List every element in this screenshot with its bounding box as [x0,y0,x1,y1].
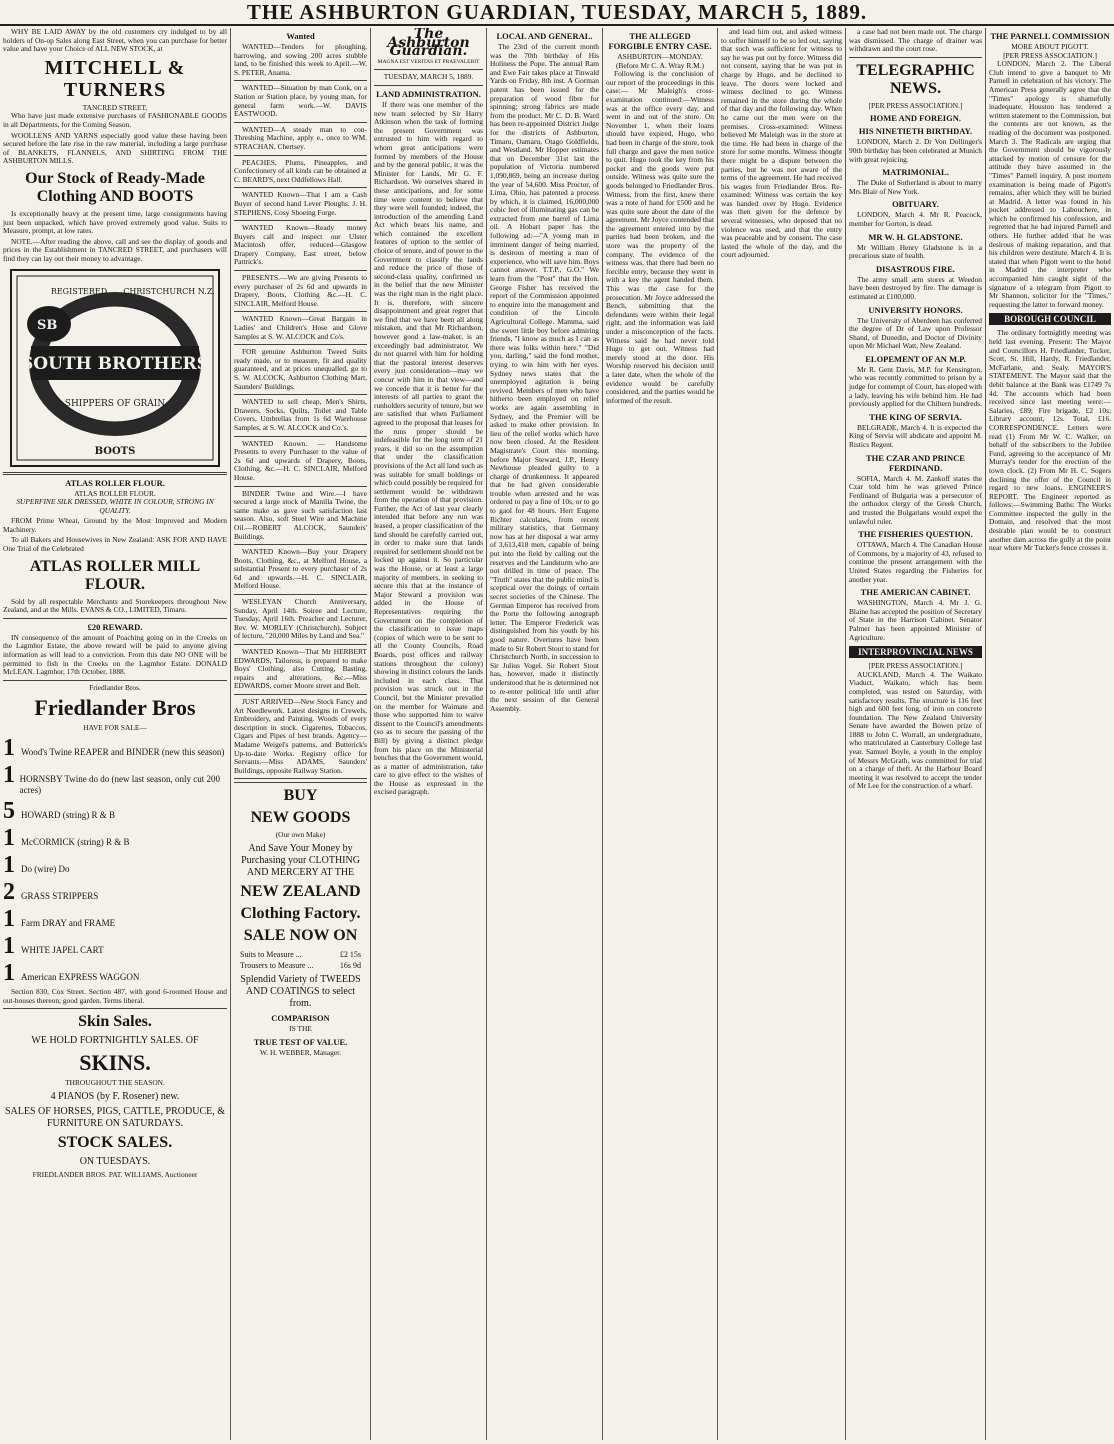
forcible-entry-sub: ASHBURTON—MONDAY. [617,52,703,61]
item-description: Do (wire) Do [21,864,70,874]
column-parnell-borough [986,28,1114,1440]
logo-lower-text: SHIPPERS OF GRAIN [64,398,166,409]
nz-subtitle: Clothing Factory. [240,904,361,922]
list-item [3,799,227,823]
obituary-text: LONDON, March 4. Mr R. Peacock, member for Gorton, is dead. [849,210,982,228]
divider [3,680,227,681]
atlas-subheading: ATLAS ROLLER FLOUR. [74,488,156,498]
wanted-ad: WANTED Known—Ready money Buyers call and inspect our Ulster Macintosh offer, reduced—Glasgow Drapery Company, East street, below Pattrick's. [234,223,367,267]
mitchell-subtitle: TANCRED STREET, [82,102,148,112]
divider [234,220,367,221]
atlas-paragraph: FROM Prime Wheat, Ground by the Most Improved and Modern Machinery. [3,516,227,534]
item-description: Farm DRAY and FRAME [21,918,116,928]
comparison-title: COMPARISON [271,1012,330,1023]
divider [234,270,367,271]
wanted-ad: WANTED—A steady man to con- Threshing Machine, apply e., once to WM. STRACHAN, Chertsey. [234,124,367,151]
item-description: GRASS STRIPPERS [21,891,99,901]
wanted-heading: Wanted [286,31,315,41]
atlas-big-title: ATLAS ROLLER MILL FLOUR. [29,557,201,593]
splendid-paragraph: Splendid Variety of TWEEDS AND COATINGS to select from. [240,973,361,1009]
divider [3,618,227,619]
item-description: American EXPRESS WAGGON [21,972,140,982]
item-count: 1 [3,825,15,851]
land-article-text: If there was one member of the new team selected by Sir Harry Atkinson when the task of forming the present Government was entrusted to him with regard to whom great anticipations were formed by members of the House and by the general public, it was the Minister for Lands, Mr G. F. Richardson. We ourselves shared in these anticipations, and for some time were content to believe that they were well founded; indeed, the introduction of the amending Land Act which bears his name, and which contained the excellent features of option to the settler of choice of tenure, and of power to the Government to classify the lands and reduce the price of those of second-class quality, confirmed us in the belief that the new Minister was the right man in the right place. It is, therefore, with sincere disappointment and great regret that we find that we have been all along mistaken, and that Mr Richardson, however good a law-maker, is an exceedingly bad administrator. We do not quarrel with him for holding that the pastoral interest deserves every just consideration—may we concur with him in that view—and we concede that it is better for the interests of all parties to grant the runholders security of tenure, but we are satisfied that when Parliament agreed to the proposal that leases for the runs proper should be indefeasible for the long term of 21 years, it did so on the assumption that under the classification provisions of the Act all land such as was suitable for small holdings or which could possibly be required for settlement would be withdrawn from the operation of that provision. Further, the Act of last year clearly intended that before any run was leased, a proper classification of the land should be carefully carried out, in order to make sure that lands required for settlement should not be locked up against it. So particular was the House, or at least a large majority of members, in seeking to secure this that at the instance of Major Steward a provision was added in the House of Representatives requiring the Government on the completion of the classification to issue maps (copies of which were to be sent to all the County Councils, Road Boards, post offices and railway stations throughout the colony) showing in distinct colours the lands included in each class. That provision was struck out in the Council, but the Minister prevailed on the member for Waimate and those who supported him to waive dissent to the Council's amendments (so as to secure the passing of the Bill) by giving a distinct pledge from his place on the Ministerial benches that the Government would, as a matter of administration, take care to give effect to the wishes of the House as expressed in the excised paragraph. [374,99,483,797]
stock-title: Our Stock of Ready-Made Clothing AND BOOTS [25,169,205,205]
wanted-ad: WANTED Known—That Mr HERBERT EDWARDS, Tailoress, is prepared to make Boys' Clothing, also Cutting, Basting, repairs and alterations, &c.—Miss EDWARDS, corner Moore street and Belt. [234,647,367,691]
item-count: 1 [3,762,15,788]
atlas-paragraph: Sold by all respectable Merchants and Storekeepers throughout New Zealand, and at the Mills. EVANS & CO., LIMITED, Timaru. [3,596,227,615]
list-item [3,961,227,985]
reward-heading: £20 REWARD. [87,621,143,632]
ninetieth-heading: HIS NINETIETH BIRTHDAY. [858,126,973,137]
guardian-motto: MAGNA EST VERITAS ET PRAEVALEBIT [377,58,480,65]
wanted-ad: WANTED Known—Buy your Drapery Boots, Clothing, &c., at Melford House, a substantial Present to every purchaser of 2s 6d and upwards.—H. C. SINCLAIR, Melford House. [234,547,367,591]
forcible-entry-text: Following is the conclusion of our report of the proceedings in this case:— Mr Maleigh's cross-examination continued:—Witness was at the office every day, and went in and out of the store. On November 1, when their loans should have expired, Hugo, who had been in charge of the store, took full charge and gave the men notice to quit. Hugo took the key from his pocket and the goods were put outside. Witness was quite sure the goods belonged to Friedlander Bros. Witness, from the first, knew there was a note of hand for £500 and he was quite sure about the date of the agreement. Mr Joyce contended that the agreement entered into by the parties had been broken, and the store was the property of the company. The evidence of the witness was, that there had been no forcible entry, because they went in with a key the agent handed them. This was the case for the prosecution. Mr Joyce addressed the Bench, submitting that the defendants were within their legal right, and the information was laid under a misconception of the facts. Witness said he had never told Hugo to get out. Witness had merely stood at the door. His Worship reserved his decision until a later date, when the whole of the evidence would be carefully considered, and the parties would be informed of the result. [606,69,714,405]
list-item [3,880,227,904]
matrimonial-heading: MATRIMONIAL. [882,167,949,178]
divider [234,778,367,779]
wanted-ad: WANTED Known—Great Bargain in Ladies' and Children's Hose and Glove Samples at S. W. ALCOCK and Co's. [234,314,367,341]
press-association: [PER PRESS ASSOCIATION.] [868,100,963,110]
item-count: 2 [3,879,15,905]
servia-text: BELGRADE, March 4. It is expected the King of Servia will abdicate and appoint M. Ristics Regent. [849,422,982,450]
interprovincial-press: [PER PRESS ASSOCIATION.] [868,661,963,671]
friedlander-subtitle: HAVE FOR SALE— [83,723,147,733]
divider [234,155,367,156]
sales-paragraph: SALES OF HORSES, PIGS, CATTLE, PRODUCE, & FURNITURE ON SATURDAYS. [4,1105,226,1129]
logo-registered: REGISTERED [50,286,108,296]
parnell-text: LONDON, March 2. The Liberal Club intend to give a banquet to Mr Parnell in celebration of his victory. The American Press generally agree that the "Times" apology is shamefully inadequate. Houston has tendered a written statement to the Commission, but the contents are not known, as the reading of the document was postponed. March 3. The Radicals are urging that the Government should be vigorously attacked by motion of censure for the attitude they have assumed in the "Times" Parnell inquiry. A post mortem examination is being made of Pigott's remains, after which they will be buried at Madrid. A letter was found in his pocket addressed to Labouchere, in which he confirmed his confession, and regretted that he had injured Parnell and others. He further added that he was desirous of making reparation, and that his children were destitute. March 4. It is stated that when Pigott went to the hotel in Madrid the interpreter who accompanied him caught sight of the signature of a telegram from Pigott to Mr Shannon, solicitor for the "Times," requesting the latter to forward money. [989,59,1111,309]
divider [234,187,367,188]
mitchell-title: MITCHELL & TURNERS [44,56,186,101]
divider [234,122,367,123]
wanted-ad: JUST ARRIVED—New Stock Fancy and Art Needlework. Latest designs in Crewels, Embroidery, and Painting. Woods of every description in stock. Cigarettes, Tobaccos, Cigars and Pipes of best brands. Agency—Madame Weigel's patterns, and Butterick's Up-to-date Works. Registry office for Servants.—Miss ADAMS, Saunders' Buildings, opposite Railway Station. [234,697,367,775]
list-item [3,826,227,850]
parnell-heading: THE PARNELL COMMISSION [990,31,1110,41]
university-text: The University of Aberdeen has conferred the degree of Dr of Law upon Professor Shand, of Dunedin, and Doctor of Divinity upon Mr Michael Watt, New Zealand. [849,315,982,351]
interprovincial-text: AUCKLAND, March 4. The Waikato Viaduct, Waikato, which has been completed, was tested on Saturday, with satisfactory results. The structure is 116 feet high and 600 feet long, of iron on concrete foundation. The New Zealand University Senate have awarded the Bowen prize of 1888 to John C. Worrall, an undergraduate, who matriculated at Canterbury College last year. Samuel Boyle, a youth in the employ of Messrs McGrath, was committed for trial on a charge of theft. At the Harbour Board meeting it was resolved to accept the tender of Mr Lee for the construction of a wharf. [849,669,982,791]
skins-paragraph: WE HOLD FORTNIGHTLY SALES. OF [31,1035,199,1047]
forcible-entry-sub2: (Before Mr C. A. Wray R.M.) [615,60,705,70]
price-value: 16s 9d [339,960,361,970]
logo-bottom-text: BOOTS [94,445,136,457]
telegraphic-title: TELEGRAPHIC NEWS. [856,61,975,97]
parnell-press: [PER PRESS ASSOCIATION.] [1003,50,1097,60]
masthead: THE ASHBURTON GUARDIAN, TUESDAY, MARCH 5, 1889. [0,0,1114,26]
divider [234,544,367,545]
divider [234,486,367,487]
divider [234,436,367,437]
divider [374,85,483,86]
home-foreign: HOME AND FOREIGN. [870,113,961,124]
atlas-paragraph: SUPERFINE SILK DRESSED, WHITE IN COLOUR, STRONG IN QUALITY. [16,497,214,515]
webber-signature: W. H. WEBBER, Manager. [259,1047,342,1057]
czar-text: SOFIA, March 4. M. Zankoff states the Czar told him he was grieved Prince Ferdinand of Bulgaria was a persecutor of the orthodox clergy of the Greek Church, and trusted the Bulgarians would expel the unlawful ruler. [849,473,982,526]
skins-big: SKINS. [79,1050,151,1076]
elopement-heading: ELOPEMENT OF AN M.P. [865,353,966,364]
logo-monogram: SB [37,317,58,333]
nz-title: NEW ZEALAND [240,882,361,900]
list-item [3,934,227,958]
price-item: Trousers to Measure ... [240,960,314,970]
friedlander-title: Friedlander Bros [34,695,196,721]
cabinet-heading: THE AMERICAN CABINET. [860,587,971,598]
local-general-text: The 23rd of the current month was the 70th birthday of His Holiness the Pope. The annual Ram and Ewe Fair takes place at Tinwald Yards on Friday, 8th inst. A Gorman patent has been issued for the preparation of wood fibre for spinning; strong fabrics are made from the product. Mr C. D. B. Ward has been re-appointed District Judge for the districts of Ashburton, Timaru, Oamaru, Otago Goldfields, and Westland. Mr Hopper estimates that on December 31st last the population of Victoria numbered 1,090,869, being an increase during the year of 54,600. Miss Proctor, of Lima, Ohio, has patented a process by which, it is claimed, 16,000,000 cubic feet of illuminating gas can be extracted from one barrel of Lima oil. A Hobart paper has the following ad:—"A young man in imminent danger of being married, is desirous of meeting a man of experience, who will save him. Boys cannot answer. T.T.P., G.O." We learn from the "Post" that the Hon. George Fisher has received the report of the Commission appointed to enquire into the management and condition of the Lincoln Agricultural College. Mamma, said the sweet little boy before admiring friends, "I know as much as I can as there was folks within here." "Did you, darling," said the fond mother, trying to win him with her eyes. Sydney news states that the unemployed agitation is being revived. Members of men who have hitherto been employed on relief works are again assembling in Sydney, and the Premier will be asked to make other provision. In lieu of the relief works which have now been closed. At the Resident Magistrate's Court this morning, before Major Steward, J.P., Henry Newhouse pleaded guilty to a charge of drunkenness. It appeared that he had given considerable trouble when arrested and he was ordered to pay a fine of 10s, or to go to gaol for 48 hours. Herr Eugene Richter calculates, from recent military statistics, that Germany now has at her disposal a war army of 3,613,418 men, capable of being put into the field by calling out the reserves and the Landsturm who are not drilled in time of peace. The "Truth" states that the public mind is sceptical over the doings of certain secret societies of the Chinese. The German Emperor has received from the Porte the following autograph letter. The Emperor Frederick was distinguished from his youth by his good nature. Overtures have been made to Sir Robert Stout to stand for Christchurch North, in succession to Sir Julius Vogel. Sir Robert Stout has, however, made it distinctly understood that he is determined not to re-enter political life until after the next session of the General Assembly. [490,42,600,713]
fisheries-heading: THE FISHERIES QUESTION. [858,529,973,540]
divider [234,394,367,395]
is-the-line: IS THE [289,1023,312,1033]
logo-band-text: SOUTH BROTHERS [21,353,209,374]
list-item [3,907,227,931]
column-editorial [371,28,486,1440]
wanted-ad: FOR genuine Ashburton Tweed Suits ready made, or to measure, fit and quality guaranteed, and at prices unequalled, go to S. W. ALCOCK, Ashburton Clothing Mart, Saunders' Buildings. [234,347,367,391]
divider [234,594,367,595]
item-description: HOWARD (string) R & B [21,810,115,820]
fire-text: The army small arm stores at Weedon have been destroyed by fire. The damage is estimated at £100,000. [849,274,982,301]
column-telegraphic [846,28,985,1440]
column-forcible-entry [603,28,717,1440]
item-count: 1 [3,960,15,986]
item-count: 1 [3,852,15,878]
buy-title: BUY [283,787,318,805]
stock-paragraph: Is exceptionally heavy at the present time, large consignments having just been unpacked, which have proved extremely good value. Suits to Measure, prompt, at low rates. [3,208,227,236]
item-description: Wood's Twine REAPER and BINDER (new this season) [21,747,225,757]
mitchell-paragraph: Who have just made extensive purchases of FASHIONABLE GOODS in all Departments, for the Coming Season. [3,111,227,129]
land-heading: LAND ADMINISTRATION. [376,88,481,99]
borough-council-banner: BOROUGH COUNCIL [989,313,1111,325]
issue-date: TUESDAY, MARCH 5, 1889. [383,72,474,82]
forcible-entry-heading: THE ALLEGED FORGIBLE ENTRY CASE. [608,31,712,51]
mitchell-paragraph: WOOLLENS AND YARNS especially good value these having been secured before the late rise in the raw material, including a large purchase of BLANKETS, FLANNELS, AND SHIRTING FROM THE ASHBURTON MILLS. [3,130,227,166]
divider [849,57,982,58]
buy-subtitle: NEW GOODS [250,809,351,827]
price-row [234,960,367,971]
wanted-list [234,43,367,779]
divider [3,1008,227,1009]
buy-subtitle2: (Our own Make) [275,830,326,840]
obituary-heading: OBITUARY. [892,199,939,210]
wanted-ad: PEACHES, Plums, Pineapples, and Confectionery of all kinds can be obtained at C. BEARD'S, next Oddfellows Hall. [234,157,367,184]
gladstone-heading: MR W. H. GLADSTONE. [868,231,963,242]
buy-paragraph: And Save Your Money by Purchasing your CLOTHING AND MERCERY AT THE [241,842,360,878]
wanted-ad: WANTED to sell cheap, Men's Shirts, Drawers, Socks, Quilts, Toilet and Table Covers, Umbrellas from 1s 6d Warehouse Samples, at S. W. ALCOCK and Co.'s. [234,397,367,432]
price-value: £2 15s [339,949,361,959]
ninetieth-text: LONDON, March 2. Dr Von Dollinger's 90th birthday has been celebrated at Munich with great rejoicing. [849,137,982,164]
stock-note: NOTE.—After reading the above, call and see the display of goods and prices in the Establishment in TANCRED STREET, and purchasers will find they can lay out their money to advantage. [3,236,227,263]
column-wanted-ads [231,28,370,1440]
local-general-heading: LOCAL AND GENERAL. [496,31,593,41]
guardian-gothic-title: The Ashburton Guardian. [387,28,470,60]
divider [234,694,367,695]
university-heading: UNIVERSITY HONORS. [868,304,963,315]
list-item [3,736,227,760]
atlas-paragraph: To all Bakers and Housewives in New Zealand: ASK FOR AND HAVE One Trial of the Celebrated [3,535,227,554]
telegraphic-top: a case had not been made out. The charge was dismissed. The charge of drainer was withdrawn and the court rose. [849,28,982,54]
elopement-text: Mr R. Gent Davis, M.P. for Kensington, who was recently committed to prison by a judge for contempt of Court, has eloped with a lady, leaving his wife behind him. He had previously applied for the Chiltern hundreds. [849,364,983,409]
gladstone-text: Mr William Henry Gladstone is in a precarious state of health. [849,242,982,261]
list-item [3,763,227,796]
column-case-continuation [718,28,845,1440]
divider [234,80,367,81]
skins-tail: THROUGHOUT THE SEASON. [65,1078,165,1088]
item-description: HORNSBY Twine do do (new last season, only cut 200 acres) [19,774,221,795]
czar-heading: THE CZAR AND PRINCE FERDINAND. [866,452,965,473]
list-item [3,853,227,877]
friedlander-sections: Section 830, Cox Street. Section 487, with good 6-roomed House and out-houses thereon; good garden. Terms liberal. [3,987,227,1005]
divider [234,311,367,312]
column-local-general [487,28,602,1440]
atlas-heading: ATLAS ROLLER FLOUR. [65,477,165,488]
interprovincial-banner: INTERPROVINCIAL NEWS [849,646,982,658]
friedlander-small: Friedlander Bros. [89,682,141,692]
stock-sales-paragraph: ON TUESDAYS. [79,1155,151,1167]
item-description: WHITE JAPEL CART [21,945,104,955]
item-count: 1 [3,735,15,761]
divider [234,644,367,645]
price-item: Suits to Measure ... [240,949,302,959]
column-advertisements-left [0,28,230,1440]
fisheries-text: OTTAWA, March 4. The Canadian House of Commons, by a majority of 43, refused to continue the present arrangement with the United States regarding the Fisheries for another year. [849,540,982,584]
pigott-subheading: MORE ABOUT PIGOTT. [1011,42,1089,51]
divider [374,69,483,70]
logo-location: CHRISTCHURCH N.Z. [123,286,215,296]
price-row [234,949,367,960]
divider [234,782,367,783]
cabinet-text: WASHINGTON, March 4. Mr J. G. Blaine has accepted the position of Secretary of State in the Harrison Cabinet. Senator Palmer has been appointed Minister of Agriculture. [849,598,982,642]
wanted-ad: WANTED—Tenders for ploughing, harrowing, and sowing 200 acres stubble land, to be finished this week to April.—W. S. PETER, Anama. [234,42,367,77]
price-list [234,949,367,971]
borough-council-text: The ordinary fortnightly meeting was held last evening. Present: The Mayor and Councillors H. Friedlander, Tucker, Scott, St. Hill, Hardy, R. Friedlander, McFarlane, and Sealy. MAYOR'S STATEMENT. The Mayor said that the debit balance at the Bank was £1749 7s 4d. The accounts which had been received since last meeting were:—Salaries, £89; Fire brigade, £2 10s; Library account, 12s. Total, £16. CORRESPONDENCE. Letters were read (1) From Mr W. C. Walker, on behalf of the subscribers to the Jubilee Fund, agreeing to the acceptance of Mr Murray's tender for the erection of the town clock. (2) From Mr H. C. Sogers declining the offer of the Council in regard to new loans. ENGINEER'S REPORT. The Engineer reported as follows:—Swimming Baths: The Works Committee inspected the gully in the Domain, and resolved that the most desirable plan would be to construct another dam across the gully at the point near where Mr Tucker's fence crosses it. [989,328,1111,553]
case-continuation-text: and lead him out, and asked witness to suffer himself to be so led out, saying that such was sufficient for witness to say he was put out by force. Witness did not consent, saying that he was put in charge by Hugo, and he declined to leave. The doors were locked and witness declined to go. Witness remained in the store during the whole of that day and the following day. When he came out the men were on the premises. Cross-examined: Witness believed Mr Maleigh was in the store at the time. He had been in charge of the store for some months. Witness thought there might be a dispute between the parties, but he was not aware of the terms of the agreement. He had received his wages from Friedlander Bros. Re-examined: Witness was certain the key was handed over by Hugo. Evidence was then given for the defence by several witnesses, who deposed that no violence was used, and that the entry was peaceable and by consent. The case lasted the whole of the day, and the court adjourned. [721,28,842,260]
item-count: 5 [3,798,15,824]
south-brothers-trademark-logo [9,268,221,468]
reward-paragraph: IN consequence of the amount of Poaching going on in the Creeks on the Lagmhor Estate, the above reward will be paid to anyone giving information as will lead to a conviction. From this date NO ONE will be permitted to fish in the Creeks on the Lagmhor Estate. DONALD McLEAN. Lagmhor, 17th October, 1888. [3,632,227,677]
pianos-line: 4 PIANOS (by F. Rosener) new. [50,1090,180,1102]
matrimonial-text: The Duke of Sutherland is about to marry Mrs Blair of New York. [849,178,982,196]
wanted-ad: WANTED Known—That I am a Cash Buyer of second hand Lever Ploughs. J. H. STEPHENS, Cosy Shoeing Forge. [234,190,367,217]
wanted-ad: WANTED—Situation by man Cook, on a Station or Station place, by young man, for general farm work.—W. DAVIS EASTWOOD. [234,83,367,119]
wanted-ad: PRESENTS.—We are giving Presents to every purchaser of 2s 6d and upwards in Drapery, Boots, Clothing &c.—H. C. SINCLAIR, Melford House. [234,273,367,308]
auctioneer-signature: FRIEDLANDER BROS. PAT. WILLIAMS, Auctioneer [32,1169,198,1179]
divider [3,472,227,475]
friedlander-items [3,736,227,985]
mitchell-intro: WHY BE LAID AWAY by the old customers cry indulged to by all holders of On-op Sales along East Street, when you can purchase for better value and have your Choice of ALL NEW STOCK, at [3,28,227,54]
wanted-ad: WESLEYAN Church Anniversary, Sunday, April 14th. Soiree and Lecture, Tuesday, April 16th. Preacher and Lecturer, Rev. W. MORLEY (Christchurch). Subject of lecture, "20,000 Miles by Land and Sea." [234,597,367,641]
divider [234,344,367,345]
wanted-ad: BINDER Twine and Wire.—I have secured a large stock of Manilla Twine, the same make as gave such satisfaction last season. Also, soft Steel Wire and Machine Oil.—ROBERT ALCOCK, Saunders' Buildings. [234,488,367,541]
wanted-ad: WANTED Known. — Handsome Presents to every Purchaser to the value of 2s 6d and upwards of Drapery, Boots, Clothing, &c.—H. C. SINCLAIR, Melford House. [234,438,367,482]
item-count: 1 [3,933,15,959]
true-test-line: TRUE TEST OF VALUE. [253,1036,348,1047]
stock-sales-title: STOCK SALES. [57,1133,173,1151]
item-count: 1 [3,906,15,932]
skins-title: Skin Sales. [78,1013,152,1031]
item-description: McCORMICK (string) R & B [21,837,130,847]
fire-heading: DISASTROUS FIRE. [876,263,955,274]
servia-heading: THE KING OF SERVIA. [869,411,962,422]
sale-title: SALE NOW ON [243,926,358,944]
